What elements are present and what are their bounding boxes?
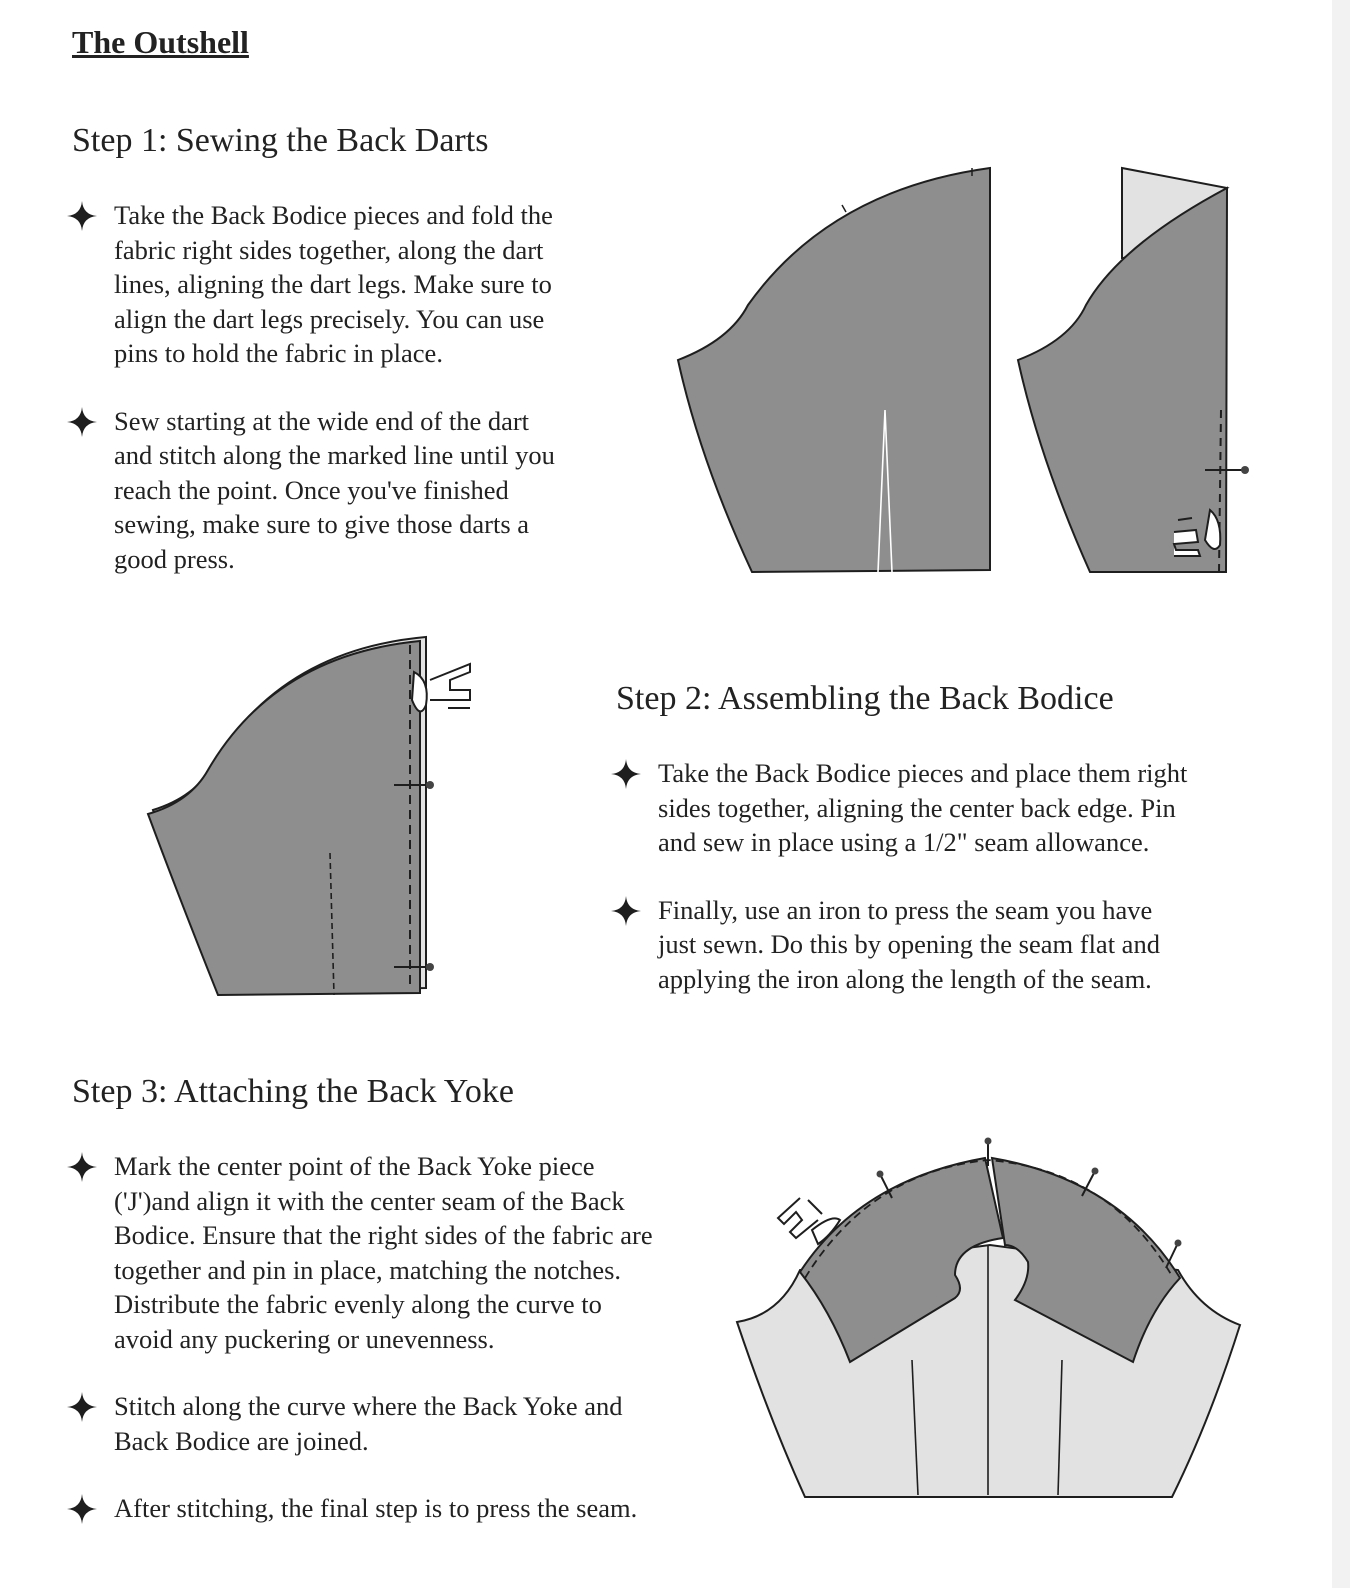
bullet-line: ('J')and align it with the center seam of the Back: [114, 1185, 625, 1216]
bullet-line: align the dart legs precisely. You can use: [114, 303, 545, 334]
bullet-line: together and pin in place, matching the notches.: [114, 1254, 622, 1285]
bullet-line: fabric right sides together, along the dart: [114, 234, 544, 265]
step2-heading: Step 2: Assembling the Back Bodice: [616, 680, 1114, 717]
four-point-star-icon: [610, 895, 642, 927]
bullet-line: Finally, use an iron to press the seam you have: [658, 894, 1153, 925]
step1-bullets: [72, 198, 632, 576]
step2-bullet-2: [616, 893, 1296, 997]
bullet-line: sides together, aligning the center back edge. Pin: [658, 792, 1176, 823]
four-point-star-icon: [66, 1493, 98, 1525]
bullet-line: Stitch along the curve where the Back Yoke and: [114, 1391, 623, 1421]
four-point-star-icon: [66, 1151, 98, 1183]
bullet-line: applying the iron along the length of the seam.: [658, 963, 1152, 994]
bullet-line: and sew in place using a 1/2" seam allowance.: [658, 827, 1150, 857]
bullet-line: lines, aligning the dart legs. Make sure to: [114, 269, 552, 299]
bullet-line: avoid any puckering or unevenness.: [114, 1323, 495, 1354]
step3-bullet-2: [72, 1389, 752, 1458]
bullet-line: and stitch along the marked line until you: [114, 440, 555, 470]
bullet-line: reach the point. Once you've finished: [114, 474, 509, 505]
bullet-line: Back Bodice are joined.: [114, 1425, 369, 1456]
pin-icon: [1166, 1240, 1182, 1269]
four-point-star-icon: [66, 200, 98, 232]
bullet-line: just sewn. Do this by opening the seam flat and: [658, 929, 1160, 959]
step3-bullets: [72, 1149, 752, 1526]
step1-figure: [660, 155, 1260, 585]
four-point-star-icon: [66, 1391, 98, 1423]
step2-bullets: [616, 756, 1296, 996]
page-title: The Outshell: [72, 24, 249, 60]
bullet-line: Take the Back Bodice pieces and fold the: [114, 200, 553, 230]
bullet-line: Sew starting at the wide end of the dart: [114, 405, 530, 436]
step2-bullet-1: [616, 756, 1296, 860]
step3-heading: Step 3: Attaching the Back Yoke: [72, 1073, 514, 1110]
four-point-star-icon: [66, 406, 98, 438]
bullet-line: Mark the center point of the Back Yoke piece: [114, 1151, 595, 1181]
bullet-line: sewing, make sure to give those darts a: [114, 509, 530, 539]
four-point-star-icon: [610, 758, 642, 790]
step3-bullet-3: [72, 1491, 752, 1526]
step3-figure: [735, 1130, 1245, 1505]
page-edge: [1332, 0, 1350, 1588]
bullet-line: good press.: [114, 543, 235, 574]
bullet-line: pins to hold the fabric in place.: [114, 338, 443, 368]
step1-bullet-2: [72, 404, 632, 577]
step3-bullet-1: [72, 1149, 752, 1356]
back-bodice-piece-left: [678, 168, 990, 572]
step2-figure: [140, 625, 485, 1010]
bullet-line: Take the Back Bodice pieces and place them right: [658, 758, 1188, 788]
bullet-line: Bodice. Ensure that the right sides of the fabric are: [114, 1220, 653, 1250]
step1-heading: Step 1: Sewing the Back Darts: [72, 122, 489, 159]
step1-bullet-1: [72, 198, 632, 371]
bullet-line: Distribute the fabric evenly along the curve to: [114, 1289, 602, 1319]
back-bodice-piece-right: [1018, 168, 1249, 572]
bullet-line: After stitching, the final step is to press the seam.: [114, 1493, 638, 1523]
